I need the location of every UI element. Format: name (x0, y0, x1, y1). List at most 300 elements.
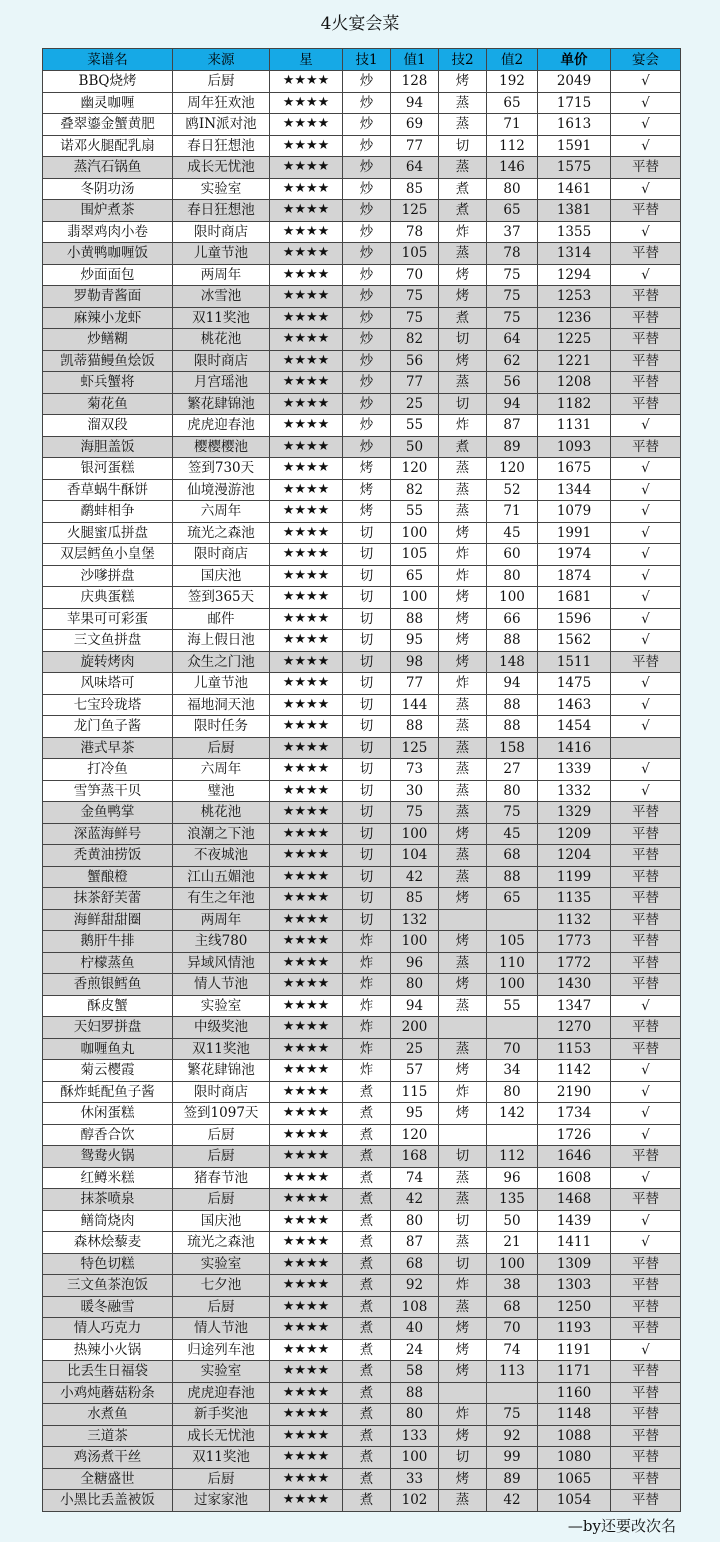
cell-star: ★★★★ (270, 1081, 343, 1103)
cell-star: ★★★★ (270, 1404, 343, 1426)
cell-skill2: 蒸 (439, 1232, 487, 1254)
cell-dish-name: 罗勒青酱面 (43, 286, 173, 308)
cell-value1: 95 (391, 630, 439, 652)
cell-source: 成长无忧池 (173, 1425, 270, 1447)
table-row (43, 264, 681, 286)
cell-source: 签到730天 (173, 458, 270, 480)
cell-dish-name: 蟹酿橙 (43, 866, 173, 888)
cell-value2: 68 (487, 845, 538, 867)
cell-skill2: 蒸 (439, 1296, 487, 1318)
cell-source: 江山五媚池 (173, 866, 270, 888)
cell-value2: 96 (487, 1167, 538, 1189)
cell-value1: 75 (391, 286, 439, 308)
cell-value2: 89 (487, 1468, 538, 1490)
cell-value1: 25 (391, 393, 439, 415)
cell-skill2: 烤 (439, 823, 487, 845)
cell-banquet: √ (611, 1210, 681, 1232)
cell-price: 1153 (538, 1038, 611, 1060)
cell-banquet (611, 737, 681, 759)
cell-skill2: 蒸 (439, 737, 487, 759)
cell-banquet: √ (611, 415, 681, 437)
cell-value1: 69 (391, 114, 439, 136)
cell-value2: 70 (487, 1038, 538, 1060)
cell-skill2: 炸 (439, 1404, 487, 1426)
cell-skill1: 炸 (343, 1060, 391, 1082)
cell-skill2: 烤 (439, 1318, 487, 1340)
cell-value2: 120 (487, 458, 538, 480)
cell-dish-name: 情人巧克力 (43, 1318, 173, 1340)
cell-price: 1411 (538, 1232, 611, 1254)
cell-source: 国庆池 (173, 565, 270, 587)
cell-star: ★★★★ (270, 694, 343, 716)
cell-value1: 125 (391, 200, 439, 222)
cell-price: 1646 (538, 1146, 611, 1168)
cell-skill2: 蒸 (439, 802, 487, 824)
cell-source: 实验室 (173, 1253, 270, 1275)
cell-skill2: 炸 (439, 1275, 487, 1297)
header-source: 来源 (173, 49, 270, 71)
cell-source: 樱樱樱池 (173, 436, 270, 458)
cell-skill2: 烤 (439, 651, 487, 673)
cell-value2: 60 (487, 544, 538, 566)
cell-source: 归途列车池 (173, 1339, 270, 1361)
cell-skill2: 切 (439, 1253, 487, 1275)
cell-skill2: 蒸 (439, 952, 487, 974)
cell-skill1: 切 (343, 737, 391, 759)
cell-skill2: 蒸 (439, 1167, 487, 1189)
cell-skill1: 切 (343, 673, 391, 695)
cell-value2: 34 (487, 1060, 538, 1082)
cell-value2: 148 (487, 651, 538, 673)
cell-skill2: 烤 (439, 608, 487, 630)
cell-dish-name: 酥炸蚝配鱼子酱 (43, 1081, 173, 1103)
cell-star: ★★★★ (270, 307, 343, 329)
cell-source: 儿童节池 (173, 673, 270, 695)
cell-value1: 42 (391, 1189, 439, 1211)
cell-skill1: 炒 (343, 393, 391, 415)
cell-banquet: 平替 (611, 1447, 681, 1469)
cell-value2: 55 (487, 995, 538, 1017)
cell-skill2 (439, 909, 487, 931)
table-row (43, 888, 681, 910)
cell-dish-name: 蒸汽石锅鱼 (43, 157, 173, 179)
cell-star: ★★★★ (270, 780, 343, 802)
table-row (43, 737, 681, 759)
cell-value1: 82 (391, 329, 439, 351)
cell-value2: 71 (487, 501, 538, 523)
cell-skill2: 烤 (439, 888, 487, 910)
cell-star: ★★★★ (270, 135, 343, 157)
cell-price: 1715 (538, 92, 611, 114)
table-row (43, 1339, 681, 1361)
cell-star: ★★★★ (270, 221, 343, 243)
cell-source: 不夜城池 (173, 845, 270, 867)
cell-star: ★★★★ (270, 92, 343, 114)
page-title: 4火宴会菜 (320, 14, 400, 34)
cell-value1: 85 (391, 178, 439, 200)
cell-dish-name: 小黑比丢盖被饭 (43, 1490, 173, 1512)
cell-skill1: 炒 (343, 135, 391, 157)
cell-banquet: √ (611, 92, 681, 114)
cell-value1: 65 (391, 565, 439, 587)
table-row (43, 823, 681, 845)
cell-value1: 133 (391, 1425, 439, 1447)
cell-banquet: 平替 (611, 1468, 681, 1490)
cell-star: ★★★★ (270, 1447, 343, 1469)
table-row (43, 1275, 681, 1297)
cell-value2: 21 (487, 1232, 538, 1254)
cell-skill1: 煮 (343, 1167, 391, 1189)
cell-skill1: 煮 (343, 1490, 391, 1512)
cell-banquet: 平替 (611, 1189, 681, 1211)
cell-skill2: 煮 (439, 200, 487, 222)
cell-value1: 132 (391, 909, 439, 931)
cell-skill2: 蒸 (439, 479, 487, 501)
cell-skill1: 炒 (343, 200, 391, 222)
cell-price: 1347 (538, 995, 611, 1017)
cell-value2: 75 (487, 1404, 538, 1426)
cell-source: 儿童节池 (173, 243, 270, 265)
cell-source: 春日狂想池 (173, 200, 270, 222)
cell-skill1: 切 (343, 866, 391, 888)
cell-skill2: 切 (439, 1447, 487, 1469)
table-row (43, 802, 681, 824)
table-row (43, 221, 681, 243)
cell-dish-name: 菊云樱霞 (43, 1060, 173, 1082)
cell-price: 1209 (538, 823, 611, 845)
cell-source: 双11奖池 (173, 1447, 270, 1469)
cell-banquet: √ (611, 522, 681, 544)
cell-skill2: 切 (439, 1146, 487, 1168)
table-header-row (43, 49, 681, 71)
cell-price: 1596 (538, 608, 611, 630)
cell-banquet: 平替 (611, 243, 681, 265)
cell-source: 周年狂欢池 (173, 92, 270, 114)
cell-value2: 52 (487, 479, 538, 501)
cell-skill2: 烤 (439, 587, 487, 609)
table-row (43, 307, 681, 329)
cell-banquet: √ (611, 135, 681, 157)
cell-skill1: 煮 (343, 1468, 391, 1490)
cell-skill1: 炒 (343, 264, 391, 286)
cell-value2 (487, 1124, 538, 1146)
cell-source: 后厨 (173, 737, 270, 759)
cell-banquet: 平替 (611, 393, 681, 415)
header-star: 星 (270, 49, 343, 71)
table-row (43, 92, 681, 114)
table-row (43, 974, 681, 996)
cell-value1: 50 (391, 436, 439, 458)
cell-price: 1093 (538, 436, 611, 458)
cell-value2: 88 (487, 866, 538, 888)
cell-source: 实验室 (173, 178, 270, 200)
cell-value2: 65 (487, 888, 538, 910)
table-row (43, 1296, 681, 1318)
cell-star: ★★★★ (270, 1468, 343, 1490)
cell-value1: 94 (391, 92, 439, 114)
cell-price: 1461 (538, 178, 611, 200)
cell-dish-name: 叠翠鎏金蟹黄肥 (43, 114, 173, 136)
cell-skill2 (439, 1017, 487, 1039)
cell-source: 两周年 (173, 264, 270, 286)
cell-value1: 168 (391, 1146, 439, 1168)
cell-skill1: 煮 (343, 1124, 391, 1146)
cell-value2: 88 (487, 630, 538, 652)
cell-skill1: 炸 (343, 974, 391, 996)
table-row (43, 544, 681, 566)
cell-star: ★★★★ (270, 1339, 343, 1361)
cell-skill1: 炒 (343, 114, 391, 136)
cell-price: 1332 (538, 780, 611, 802)
cell-banquet: √ (611, 221, 681, 243)
cell-skill1: 煮 (343, 1318, 391, 1340)
cell-source: 限时商店 (173, 350, 270, 372)
table-row (43, 350, 681, 372)
cell-dish-name: BBQ烧烤 (43, 71, 173, 93)
cell-source: 限时商店 (173, 221, 270, 243)
cell-star: ★★★★ (270, 995, 343, 1017)
cell-skill1: 切 (343, 780, 391, 802)
cell-dish-name: 三文鱼茶泡饭 (43, 1275, 173, 1297)
cell-value2: 92 (487, 1425, 538, 1447)
cell-skill2: 炸 (439, 544, 487, 566)
cell-skill2: 蒸 (439, 780, 487, 802)
cell-skill2: 烤 (439, 1339, 487, 1361)
cell-source: 六周年 (173, 759, 270, 781)
cell-skill1: 煮 (343, 1189, 391, 1211)
cell-star: ★★★★ (270, 651, 343, 673)
cell-dish-name: 小黄鸭咖喱饭 (43, 243, 173, 265)
table-row (43, 458, 681, 480)
cell-dish-name: 麻辣小龙虾 (43, 307, 173, 329)
cell-banquet: 平替 (611, 286, 681, 308)
cell-source: 异域风情池 (173, 952, 270, 974)
cell-skill1: 切 (343, 544, 391, 566)
cell-skill2: 蒸 (439, 458, 487, 480)
cell-value1: 87 (391, 1232, 439, 1254)
cell-price: 1463 (538, 694, 611, 716)
cell-skill2: 蒸 (439, 866, 487, 888)
table-row (43, 759, 681, 781)
cell-star: ★★★★ (270, 1038, 343, 1060)
cell-value2: 75 (487, 264, 538, 286)
cell-price: 1468 (538, 1189, 611, 1211)
table-row (43, 286, 681, 308)
cell-value2: 87 (487, 415, 538, 437)
cell-skill2: 蒸 (439, 92, 487, 114)
cell-star: ★★★★ (270, 909, 343, 931)
cell-value1: 77 (391, 135, 439, 157)
cell-banquet: 平替 (611, 1146, 681, 1168)
cell-price: 1475 (538, 673, 611, 695)
cell-dish-name: 红鳟米糕 (43, 1167, 173, 1189)
cell-price: 1309 (538, 1253, 611, 1275)
cell-banquet: 平替 (611, 1017, 681, 1039)
cell-source: 虎虎迎春池 (173, 415, 270, 437)
cell-price: 1204 (538, 845, 611, 867)
cell-price: 1079 (538, 501, 611, 523)
cell-dish-name: 秃黄油捞饭 (43, 845, 173, 867)
cell-source: 琉光之森池 (173, 522, 270, 544)
cell-star: ★★★★ (270, 1103, 343, 1125)
cell-dish-name: 鸡汤煮干丝 (43, 1447, 173, 1469)
cell-dish-name: 凯蒂猫鳗鱼烩饭 (43, 350, 173, 372)
cell-dish-name: 诺邓火腿配乳扇 (43, 135, 173, 157)
cell-price: 1734 (538, 1103, 611, 1125)
cell-dish-name: 幽灵咖喱 (43, 92, 173, 114)
cell-source: 璧池 (173, 780, 270, 802)
cell-value1: 33 (391, 1468, 439, 1490)
cell-star: ★★★★ (270, 866, 343, 888)
table-row (43, 1382, 681, 1404)
cell-value2: 146 (487, 157, 538, 179)
cell-price: 1253 (538, 286, 611, 308)
cell-price: 1355 (538, 221, 611, 243)
table-row (43, 1490, 681, 1512)
cell-value1: 144 (391, 694, 439, 716)
cell-source: 六周年 (173, 501, 270, 523)
cell-value2: 94 (487, 673, 538, 695)
cell-value2: 192 (487, 71, 538, 93)
cell-skill1: 煮 (343, 1425, 391, 1447)
cell-star: ★★★★ (270, 458, 343, 480)
table-row (43, 1038, 681, 1060)
table-row (43, 1253, 681, 1275)
cell-skill2: 烤 (439, 1468, 487, 1490)
table-row (43, 1425, 681, 1447)
cell-banquet: √ (611, 587, 681, 609)
cell-banquet: √ (611, 479, 681, 501)
cell-star: ★★★★ (270, 737, 343, 759)
cell-skill1: 煮 (343, 1361, 391, 1383)
cell-skill1: 煮 (343, 1253, 391, 1275)
cell-price: 1303 (538, 1275, 611, 1297)
cell-dish-name: 翡翠鸡肉小卷 (43, 221, 173, 243)
cell-value1: 98 (391, 651, 439, 673)
cell-price: 1131 (538, 415, 611, 437)
header-skill1: 技1 (343, 49, 391, 71)
cell-banquet: 平替 (611, 307, 681, 329)
cell-price: 1193 (538, 1318, 611, 1340)
table-row (43, 909, 681, 931)
cell-skill2: 烤 (439, 1361, 487, 1383)
cell-value2: 142 (487, 1103, 538, 1125)
cell-skill2: 切 (439, 393, 487, 415)
cell-source: 仙境漫游池 (173, 479, 270, 501)
cell-star: ★★★★ (270, 544, 343, 566)
cell-source: 繁花肆锦池 (173, 393, 270, 415)
cell-value2: 135 (487, 1189, 538, 1211)
cell-dish-name: 港式早茶 (43, 737, 173, 759)
cell-source: 成长无忧池 (173, 157, 270, 179)
cell-star: ★★★★ (270, 522, 343, 544)
cell-banquet: √ (611, 1339, 681, 1361)
cell-source: 情人节池 (173, 1318, 270, 1340)
cell-banquet: √ (611, 458, 681, 480)
cell-dish-name: 雪笋蒸干贝 (43, 780, 173, 802)
cell-banquet: √ (611, 565, 681, 587)
cell-source: 众生之门池 (173, 651, 270, 673)
table-row (43, 436, 681, 458)
cell-star: ★★★★ (270, 372, 343, 394)
cell-skill1: 切 (343, 845, 391, 867)
cell-value1: 108 (391, 1296, 439, 1318)
cell-price: 1088 (538, 1425, 611, 1447)
cell-dish-name: 炒鳝糊 (43, 329, 173, 351)
cell-value2: 88 (487, 694, 538, 716)
cell-value2: 45 (487, 522, 538, 544)
table-row (43, 866, 681, 888)
cell-source: 后厨 (173, 1146, 270, 1168)
cell-banquet: √ (611, 178, 681, 200)
cell-star: ★★★★ (270, 565, 343, 587)
cell-source: 后厨 (173, 1189, 270, 1211)
table-row (43, 716, 681, 738)
cell-source: 冰雪池 (173, 286, 270, 308)
cell-dish-name: 森林烩藜麦 (43, 1232, 173, 1254)
table-row (43, 1468, 681, 1490)
cell-star: ★★★★ (270, 1275, 343, 1297)
cell-price: 1439 (538, 1210, 611, 1232)
table-row (43, 200, 681, 222)
cell-skill1: 炸 (343, 995, 391, 1017)
cell-skill1: 切 (343, 587, 391, 609)
cell-banquet: 平替 (611, 1275, 681, 1297)
cell-price: 1054 (538, 1490, 611, 1512)
cell-value2: 71 (487, 114, 538, 136)
cell-value1: 68 (391, 1253, 439, 1275)
cell-source: 签到365天 (173, 587, 270, 609)
cell-star: ★★★★ (270, 1167, 343, 1189)
cell-star: ★★★★ (270, 436, 343, 458)
cell-star: ★★★★ (270, 501, 343, 523)
cell-banquet: 平替 (611, 931, 681, 953)
cell-value1: 105 (391, 243, 439, 265)
cell-value1: 77 (391, 673, 439, 695)
cell-skill2: 煮 (439, 178, 487, 200)
cell-price: 1132 (538, 909, 611, 931)
cell-value2: 65 (487, 92, 538, 114)
cell-banquet: √ (611, 1232, 681, 1254)
cell-star: ★★★★ (270, 350, 343, 372)
cell-star: ★★★★ (270, 393, 343, 415)
recipe-table (42, 48, 681, 1512)
cell-banquet: 平替 (611, 350, 681, 372)
cell-star: ★★★★ (270, 1490, 343, 1512)
cell-source: 浪潮之下池 (173, 823, 270, 845)
table-row (43, 372, 681, 394)
cell-price: 1208 (538, 372, 611, 394)
cell-banquet: 平替 (611, 436, 681, 458)
table-row (43, 931, 681, 953)
cell-value1: 88 (391, 716, 439, 738)
cell-source: 过家家池 (173, 1490, 270, 1512)
cell-value1: 85 (391, 888, 439, 910)
cell-skill2: 烤 (439, 630, 487, 652)
cell-banquet: √ (611, 1103, 681, 1125)
cell-skill2: 烤 (439, 1425, 487, 1447)
cell-value1: 102 (391, 1490, 439, 1512)
cell-banquet: 平替 (611, 1382, 681, 1404)
cell-banquet: √ (611, 501, 681, 523)
cell-price: 1250 (538, 1296, 611, 1318)
cell-source: 桃花池 (173, 329, 270, 351)
cell-banquet: √ (611, 1081, 681, 1103)
cell-value1: 75 (391, 802, 439, 824)
cell-value2: 110 (487, 952, 538, 974)
cell-dish-name: 抹茶舒芙蕾 (43, 888, 173, 910)
cell-banquet: 平替 (611, 974, 681, 996)
